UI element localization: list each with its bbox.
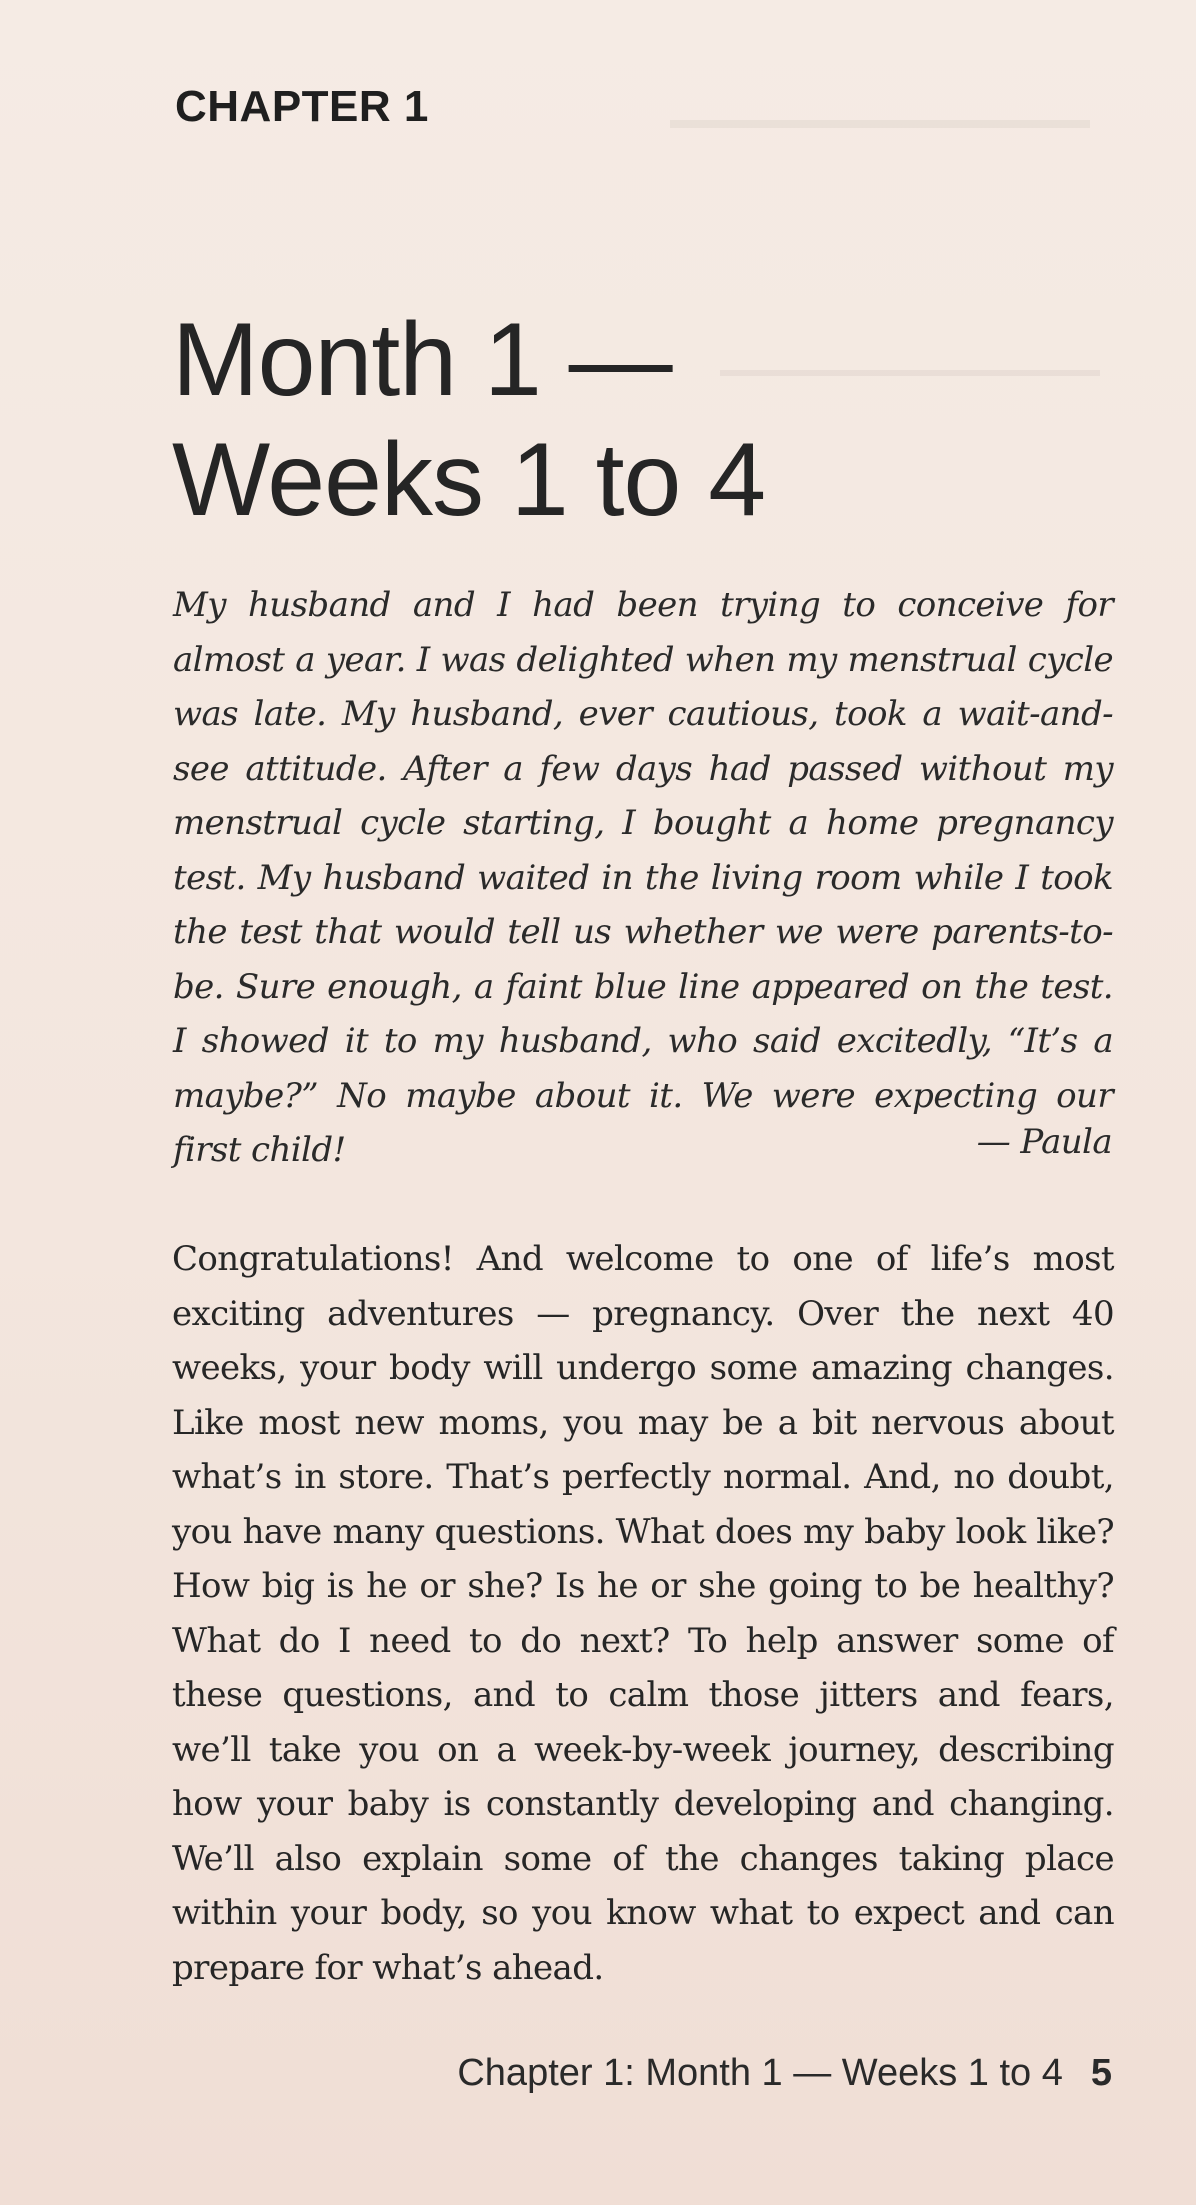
epigraph-attribution: — Paula <box>976 1122 1112 1162</box>
body-paragraph: Congratulations! And welcome to one of life’s most exciting adventures — pregnancy. Over the next 40 weeks, your body will undergo some amazing changes. Like most new moms, you may be a bit nervous about what’s in store. That’s perfectly normal. And, no doubt, you have many questions. What does my baby look like? How big is he or she? Is he or she going to be healthy? What do I need to do next? To help answer some of these questions, and to calm those jitters and fears, we’ll take you on a week-by-week journey, describing how your baby is constantly developing and changing. We’ll also explain some of the changes taking place within your body, so you know what to expect and can prepare for what’s ahead. <box>172 1239 1114 1988</box>
chapter-title <box>172 300 1072 540</box>
running-head: Chapter 1: Month 1 — Weeks 1 to 4 <box>457 2052 1063 2094</box>
chapter-label: CHAPTER 1 <box>175 82 429 131</box>
chapter-title-line-1: Month 1 — <box>172 302 672 418</box>
page-footer <box>457 2052 1112 2095</box>
epigraph-quote: My husband and I had been trying to conceive for almost a year. I was delighted when my menstrual cycle was late. My husband, ever cautious, took a wait-and-see attitude. After a few days had passed without my menstrual cycle starting, I bought a home pregnancy test. My husband waited in the living room while I took the test that would tell us whether we were parents-to-be. Sure enough, a faint blue line appeared on the test. I showed it to my husband, who said excitedly, “It’s a maybe?” No maybe about it. We were expecting our first child! <box>173 585 1113 1170</box>
page-number: 5 <box>1090 2052 1112 2094</box>
chapter-title-line-2: Weeks 1 to 4 <box>172 422 766 538</box>
show-through-mark <box>670 120 1090 128</box>
